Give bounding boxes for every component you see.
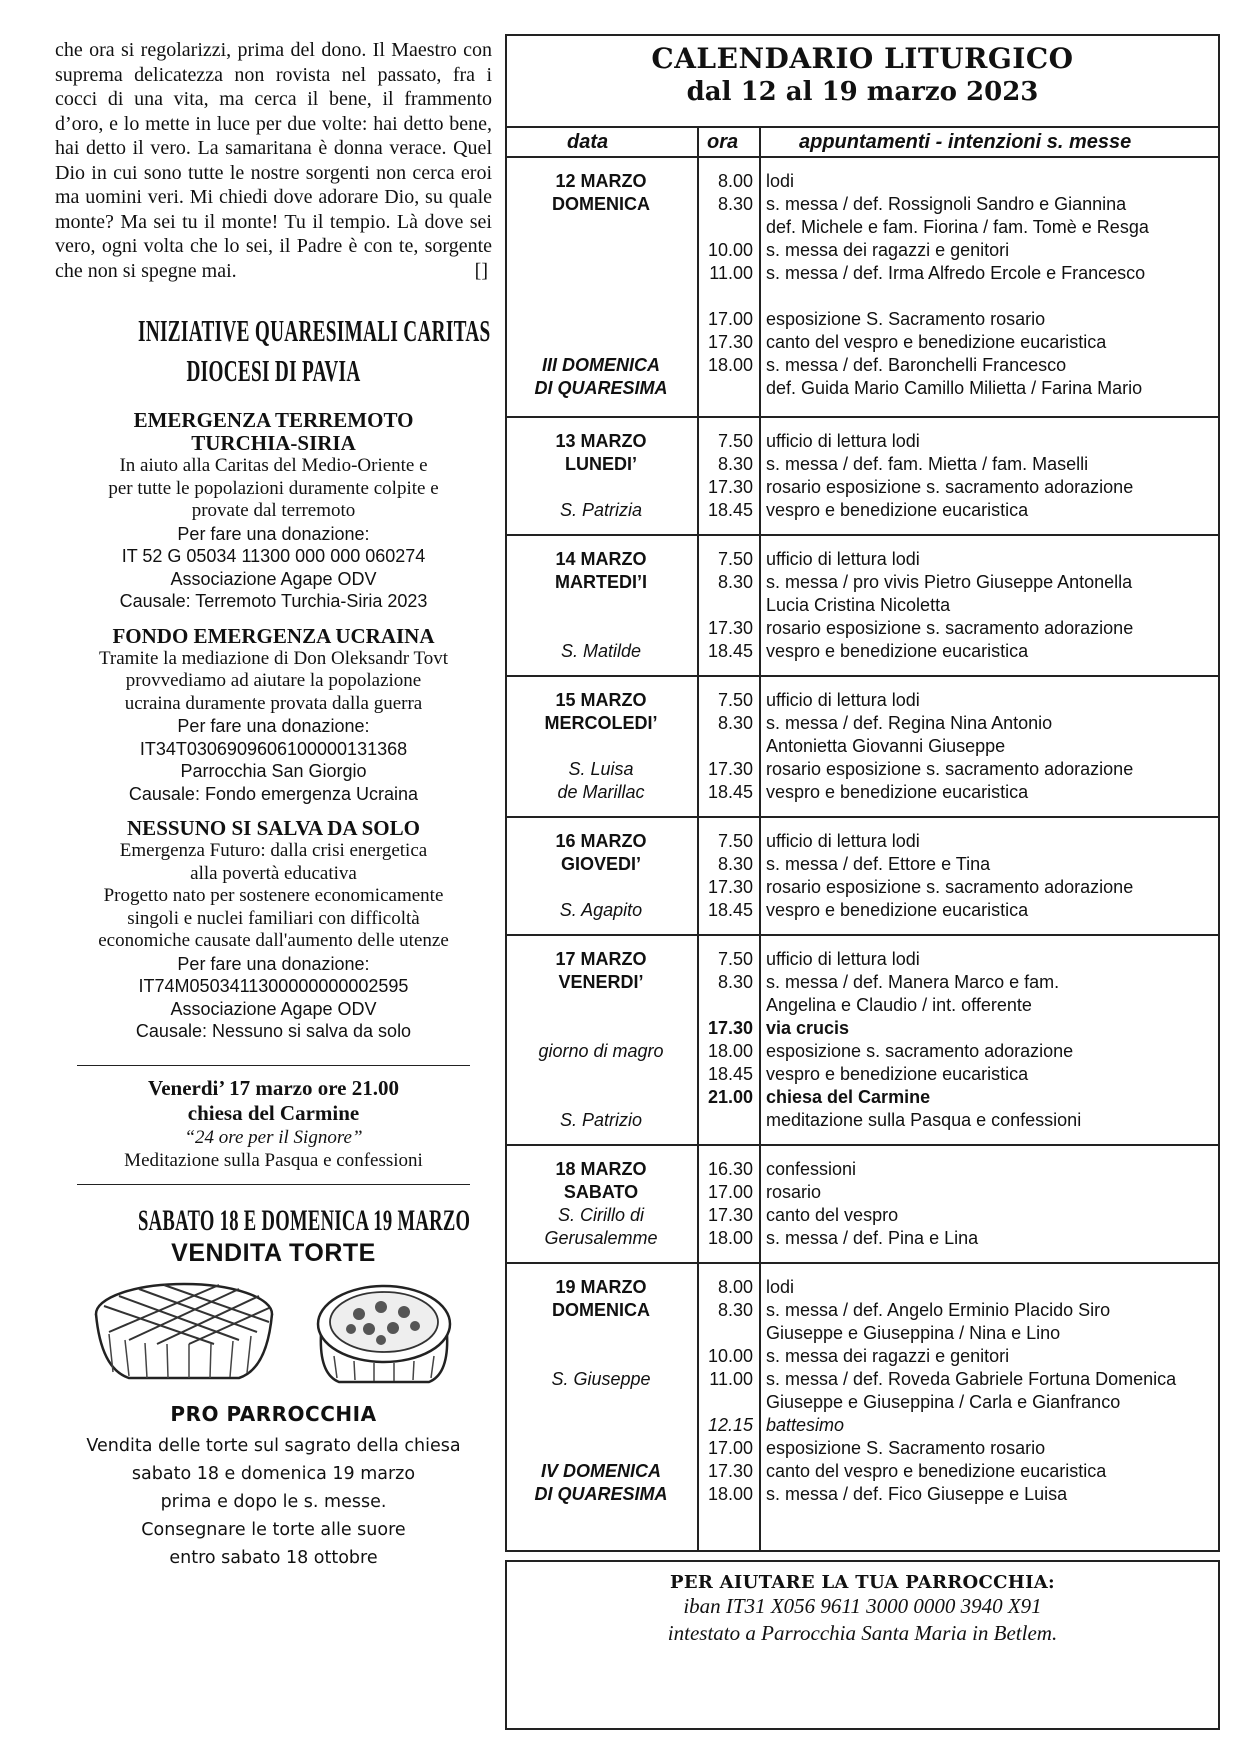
- footer-iban: iban IT31 X056 9611 3000 0000 3940 X91: [683, 1594, 1042, 1618]
- nessuno-desc-4: singoli e nuclei familiari con difficoltà: [127, 907, 420, 929]
- pies-illustration: [55, 1274, 492, 1392]
- nessuno-donate-label: Per fare una donazione:: [177, 953, 370, 974]
- day-label: S. Cirillo di: [557, 1205, 645, 1225]
- day-label: IV DOMENICA: [540, 1461, 661, 1481]
- nessuno-desc-5: economiche causate dall'aumento delle utenze: [98, 930, 449, 951]
- time: 8.30: [717, 854, 753, 874]
- earthquake-beneficiary: Associazione Agape ODV: [170, 568, 377, 589]
- day-label: 19 MARZO: [555, 1277, 647, 1297]
- caritas-title-2: DIOCESI DI PAVIA: [186, 353, 361, 388]
- earthquake-block: [55, 409, 492, 613]
- earthquake-iban: IT 52 G 05034 11300 000 000 060274: [121, 546, 426, 566]
- time: 17.00: [707, 1182, 753, 1202]
- calendar-table: [507, 126, 1218, 1550]
- time: 7.50: [717, 549, 753, 569]
- day-label: MARTEDI’I: [555, 572, 647, 592]
- time: 18.00: [707, 1484, 753, 1504]
- time: [695, 594, 757, 617]
- ukraine-iban: IT34T0306909606100000131368: [139, 738, 408, 759]
- ukraine-beneficiary: Parrocchia San Giorgio: [180, 761, 367, 781]
- event-subtitle: “24 ore per il Signore”: [184, 1126, 363, 1148]
- footer-holder: intestato a Parrocchia Santa Maria in Betlem.: [667, 1621, 1058, 1645]
- day-label: S. Patrizio: [559, 1110, 643, 1130]
- day-label: [507, 994, 695, 1017]
- day-label: [507, 285, 695, 308]
- appointment: ufficio di lettura lodi: [766, 690, 920, 710]
- day-label: GIOVEDI’: [560, 854, 641, 874]
- header-ora: ora: [707, 131, 739, 153]
- appointment: Antonietta Giovanni Giuseppe: [766, 736, 1006, 756]
- time: 18.00: [707, 1228, 753, 1248]
- time: 17.30: [707, 759, 753, 779]
- earthquake-desc-2: per tutte le popolazioni duramente colpite e: [108, 477, 439, 499]
- appointment: s. messa / def. Angelo Erminio Placido Siro: [766, 1300, 1111, 1320]
- day-label: S. Patrizia: [559, 500, 643, 520]
- appointment: s. messa / def. Manera Marco e fam.: [766, 972, 1060, 992]
- appointment: vespro e benedizione eucaristica: [766, 1064, 1029, 1084]
- calendar-day: [507, 818, 1218, 936]
- earthquake-causale: Causale: Terremoto Turchia-Siria 2023: [119, 591, 428, 611]
- appointment: lodi: [766, 1277, 795, 1297]
- cakes-line: entro sabato 18 ottobre: [169, 1547, 378, 1568]
- appointment: s. messa dei ragazzi e genitori: [766, 240, 1010, 260]
- donation-footer: [505, 1560, 1220, 1730]
- earthquake-desc-3: provate dal terremoto: [191, 500, 356, 521]
- appointment: lodi: [766, 171, 795, 191]
- footer-title: PER AIUTARE LA TUA PARROCCHIA:: [669, 1572, 1056, 1593]
- day-label: [507, 308, 695, 331]
- day-label: [507, 331, 695, 354]
- appointment: s. messa / def. Regina Nina Antonio: [766, 713, 1053, 733]
- time: 11.00: [709, 263, 753, 283]
- time: 7.50: [717, 949, 753, 969]
- day-label: [507, 594, 695, 617]
- time: [695, 1322, 757, 1345]
- appointment: [763, 285, 1221, 308]
- time: 8.00: [717, 171, 753, 191]
- day-label: DI QUARESIMA: [534, 1484, 668, 1504]
- day-label: III DOMENICA: [541, 355, 660, 375]
- appointment: canto del vespro e benedizione eucaristica: [766, 1461, 1107, 1481]
- appointment: s. messa / pro vivis Pietro Giuseppe Antonella: [766, 572, 1133, 592]
- day-label: [507, 1017, 695, 1040]
- time: 8.30: [717, 972, 753, 992]
- appointment: s. messa / def. Fico Giuseppe e Luisa: [766, 1484, 1068, 1504]
- nessuno-desc-3: Progetto nato per sostenere economicamente: [103, 885, 444, 906]
- ukraine-causale: Causale: Fondo emergenza Ucraina: [128, 783, 419, 804]
- time: 18.45: [707, 1064, 753, 1084]
- earthquake-desc-1: In aiuto alla Caritas del Medio-Oriente e: [119, 455, 428, 476]
- earthquake-title-1: EMERGENZA TERREMOTO: [133, 408, 414, 432]
- event-title-2: chiesa del Carmine: [187, 1100, 360, 1125]
- appointment: Giuseppe e Giuseppina / Carla e Gianfranco: [766, 1392, 1121, 1412]
- intro-closing-bracket: []: [474, 259, 488, 282]
- time: 18.45: [707, 900, 753, 920]
- appointment: ufficio di lettura lodi: [766, 949, 920, 969]
- time: [695, 216, 757, 239]
- day-label: de Marillac: [557, 782, 645, 802]
- appointment: def. Guida Mario Camillo Milietta / Farina Mario: [766, 378, 1143, 398]
- time: 10.00: [707, 1346, 753, 1366]
- appointment: s. messa / def. fam. Mietta / fam. Maselli: [766, 454, 1089, 474]
- appointment: s. messa dei ragazzi e genitori: [766, 1346, 1010, 1366]
- appointment: rosario esposizione s. sacramento adorazione: [766, 877, 1134, 897]
- time: 8.00: [717, 1277, 753, 1297]
- appointment: rosario: [766, 1182, 822, 1202]
- day-label: 18 MARZO: [555, 1159, 647, 1179]
- time: 8.30: [717, 1300, 753, 1320]
- appointment: confessioni: [766, 1159, 857, 1179]
- day-label: giorno di magro: [538, 1041, 664, 1061]
- day-label: [507, 216, 695, 239]
- calendar-day: [507, 1264, 1218, 1520]
- liturgical-calendar: [505, 34, 1220, 1552]
- time: 8.30: [717, 713, 753, 733]
- crostata-pie-icon: [309, 1274, 459, 1392]
- ukraine-donate-label: Per fare una donazione:: [177, 716, 370, 736]
- calendar-day: [507, 536, 1218, 677]
- ukraine-title: FONDO EMERGENZA UCRAINA: [112, 623, 435, 648]
- time: 17.30: [707, 332, 753, 352]
- time: 10.00: [707, 240, 753, 260]
- time: 8.30: [717, 454, 753, 474]
- nessuno-desc-1: Emergenza Futuro: dalla crisi energetica: [119, 840, 428, 861]
- nessuno-iban: IT74M0503411300000000002595: [138, 976, 409, 996]
- day-label: [507, 735, 695, 758]
- appointment: s. messa / def. Pina e Lina: [766, 1228, 979, 1248]
- intro-text: che ora si regolarizzi, prima del dono. Il Maestro con suprema delicatezza non rovista nel passato, fra i cocci di una vita, ma cerca il bene, il frammento d’oro, e lo mette in luce per due volte: hai detto bene, hai detto il vero. La samaritana è donna verace. Quel Dio in cui sono tutte le nostre sorgenti non cerca eroi ma uomini veri. Mi chiedi dove adorare Dio, su quale monte? Ma sei tu il monte! Tu il tempio. Là dove sei vero, ogni volta che lo sei, il Padre è con te, sorgente che non si spegne mai.: [55, 39, 492, 282]
- day-label: 13 MARZO: [555, 431, 647, 451]
- pro-parrocchia-title: PRO PARROCCHIA: [170, 1401, 377, 1426]
- appointment: s. messa / def. Irma Alfredo Ercole e Francesco: [766, 263, 1146, 283]
- cakes-line: sabato 18 e domenica 19 marzo: [131, 1463, 416, 1484]
- event-block: [55, 1076, 492, 1172]
- calendar-day: [507, 158, 1218, 418]
- earthquake-title-2: TURCHIA-SIRIA: [191, 431, 356, 455]
- appointment: canto del vespro: [766, 1205, 899, 1225]
- time: 17.30: [707, 877, 753, 897]
- appointment: vespro e benedizione eucaristica: [766, 500, 1029, 520]
- day-label: [507, 262, 695, 285]
- time: 21.00: [707, 1087, 753, 1107]
- appointment: esposizione S. Sacramento rosario: [766, 1438, 1046, 1458]
- time: [695, 1109, 757, 1132]
- calendar-day: [507, 418, 1218, 536]
- nessuno-desc-2: alla povertà educativa: [190, 862, 357, 884]
- cakes-line: Consegnare le torte alle suore: [141, 1519, 406, 1540]
- time: 17.30: [707, 477, 753, 497]
- day-label: S. Matilde: [560, 641, 642, 661]
- day-label: [507, 1063, 695, 1086]
- ukraine-desc-3: ucraina duramente provata dalla guerra: [124, 692, 423, 714]
- left-column: [55, 38, 492, 1572]
- ukraine-desc-2: provvediamo ad aiutare la popolazione: [125, 670, 422, 691]
- time: [695, 994, 757, 1017]
- calendar-date-range: dal 12 al 19 marzo 2023: [686, 77, 1039, 107]
- time: 18.45: [707, 500, 753, 520]
- appointment: Giuseppe e Giuseppina / Nina e Lino: [766, 1323, 1061, 1343]
- day-label: [507, 1322, 695, 1345]
- day-label: S. Luisa: [568, 759, 634, 779]
- appointment: rosario esposizione s. sacramento adorazione: [766, 477, 1134, 497]
- day-label: DI QUARESIMA: [534, 378, 668, 398]
- day-label: [507, 1345, 695, 1368]
- intro-paragraph: [55, 38, 492, 283]
- time: 17.30: [707, 1018, 753, 1038]
- event-note: Meditazione sulla Pasqua e confessioni: [124, 1149, 423, 1171]
- appointment: ufficio di lettura lodi: [766, 549, 920, 569]
- nessuno-causale: Causale: Nessuno si salva da solo: [135, 1021, 412, 1041]
- appointment: s. messa / def. Baronchelli Francesco: [766, 355, 1067, 375]
- appointment: s. messa / def. Ettore e Tina: [766, 854, 991, 874]
- time: [695, 1391, 757, 1414]
- appointment: vespro e benedizione eucaristica: [766, 900, 1029, 920]
- appointment: via crucis: [766, 1018, 850, 1038]
- nessuno-beneficiary: Associazione Agape ODV: [170, 998, 377, 1019]
- time: 17.30: [707, 618, 753, 638]
- ukraine-desc-1: Tramite la mediazione di Don Oleksandr Tovt: [98, 647, 449, 669]
- time: [695, 285, 757, 308]
- time: 8.30: [717, 194, 753, 214]
- day-label: S. Agapito: [559, 900, 643, 920]
- time: 17.30: [707, 1461, 753, 1481]
- day-label: MERCOLEDI’: [544, 713, 658, 733]
- event-title-1: Venerdi’ 17 marzo ore 21.00: [148, 1075, 399, 1100]
- appointment: esposizione s. sacramento adorazione: [766, 1041, 1074, 1061]
- appointment: rosario esposizione s. sacramento adorazione: [766, 618, 1134, 638]
- appointment: vespro e benedizione eucaristica: [766, 782, 1029, 802]
- cakes-description: [55, 1432, 492, 1572]
- calendar-header: [507, 42, 1218, 108]
- header-data: data: [567, 131, 609, 153]
- day-label: VENERDI’: [558, 972, 644, 992]
- nessuno-title: NESSUNO SI SALVA DA SOLO: [127, 816, 420, 840]
- time: 8.30: [717, 572, 753, 592]
- cakes-title: SABATO 18 E DOMENICA 19 MARZO: [138, 1203, 471, 1237]
- time: 7.50: [717, 831, 753, 851]
- appointment: s. messa / def. Rossignoli Sandro e Giannina: [766, 194, 1127, 214]
- calendar-column-headers: [507, 126, 1218, 158]
- nessuno-block: [55, 817, 492, 1043]
- ukraine-block: [55, 625, 492, 806]
- appointment: Angelina e Claudio / int. offerente: [766, 995, 1032, 1015]
- cakes-subtitle: VENDITA TORTE: [171, 1238, 376, 1267]
- day-label: [507, 1086, 695, 1109]
- time: 17.30: [707, 1205, 753, 1225]
- calendar-title: CALENDARIO LITURGICO: [651, 42, 1074, 75]
- appointment: ufficio di lettura lodi: [766, 831, 920, 851]
- day-label: [507, 1391, 695, 1414]
- time: [695, 735, 757, 758]
- time: 18.45: [707, 641, 753, 661]
- time: 18.00: [707, 1041, 753, 1061]
- day-label: [507, 1414, 695, 1437]
- appointment: meditazione sulla Pasqua e confessioni: [766, 1110, 1082, 1130]
- appointment: def. Michele e fam. Fiorina / fam. Tomè e Resga: [766, 217, 1149, 237]
- divider: [77, 1184, 470, 1185]
- earthquake-donate-label: Per fare una donazione:: [177, 523, 370, 544]
- time: 11.00: [709, 1369, 753, 1389]
- time: 17.00: [707, 309, 753, 329]
- time: 17.00: [707, 1438, 753, 1458]
- day-label: 12 MARZO: [555, 171, 647, 191]
- day-label: DOMENICA: [552, 1300, 650, 1320]
- time: [695, 377, 757, 400]
- appointment: esposizione S. Sacramento rosario: [766, 309, 1046, 329]
- day-label: [507, 876, 695, 899]
- day-label: [507, 1437, 695, 1460]
- time: 7.50: [717, 431, 753, 451]
- day-label: DOMENICA: [552, 194, 650, 214]
- time: 18.00: [707, 355, 753, 375]
- time: 16.30: [707, 1159, 753, 1179]
- calendar-day: [507, 936, 1218, 1146]
- cakes-line: prima e dopo le s. messe.: [160, 1491, 387, 1512]
- lattice-pie-icon: [89, 1274, 279, 1392]
- appointment: canto del vespro e benedizione eucaristica: [766, 332, 1107, 352]
- appointment: battesimo: [766, 1415, 845, 1435]
- calendar-day: [507, 677, 1218, 818]
- day-label: 17 MARZO: [555, 949, 647, 969]
- day-label: [507, 476, 695, 499]
- time: 7.50: [717, 690, 753, 710]
- appointment: Lucia Cristina Nicoletta: [766, 595, 951, 615]
- divider: [77, 1065, 470, 1066]
- day-label: SABATO: [563, 1182, 639, 1202]
- appointment: rosario esposizione s. sacramento adorazione: [766, 759, 1134, 779]
- appointment: vespro e benedizione eucaristica: [766, 641, 1029, 661]
- header-appuntamenti: appuntamenti - intenzioni s. messe: [799, 131, 1132, 153]
- appointment: chiesa del Carmine: [766, 1087, 931, 1107]
- day-label: 16 MARZO: [555, 831, 647, 851]
- day-label: Gerusalemme: [544, 1228, 658, 1248]
- cakes-line: Vendita delle torte sul sagrato della chiesa: [86, 1435, 461, 1456]
- day-label: 15 MARZO: [555, 690, 647, 710]
- time: 12.15: [707, 1415, 753, 1435]
- caritas-title-1: INIZIATIVE QUARESIMALI CARITAS: [138, 313, 491, 348]
- day-label: [507, 239, 695, 262]
- appointment: ufficio di lettura lodi: [766, 431, 920, 451]
- appointment: s. messa / def. Roveda Gabriele Fortuna Domenica: [766, 1369, 1177, 1389]
- day-label: S. Giuseppe: [551, 1369, 651, 1389]
- day-label: 14 MARZO: [555, 549, 647, 569]
- day-label: LUNEDI’: [565, 454, 637, 474]
- time: 18.45: [707, 782, 753, 802]
- calendar-day: [507, 1146, 1218, 1264]
- day-label: [507, 617, 695, 640]
